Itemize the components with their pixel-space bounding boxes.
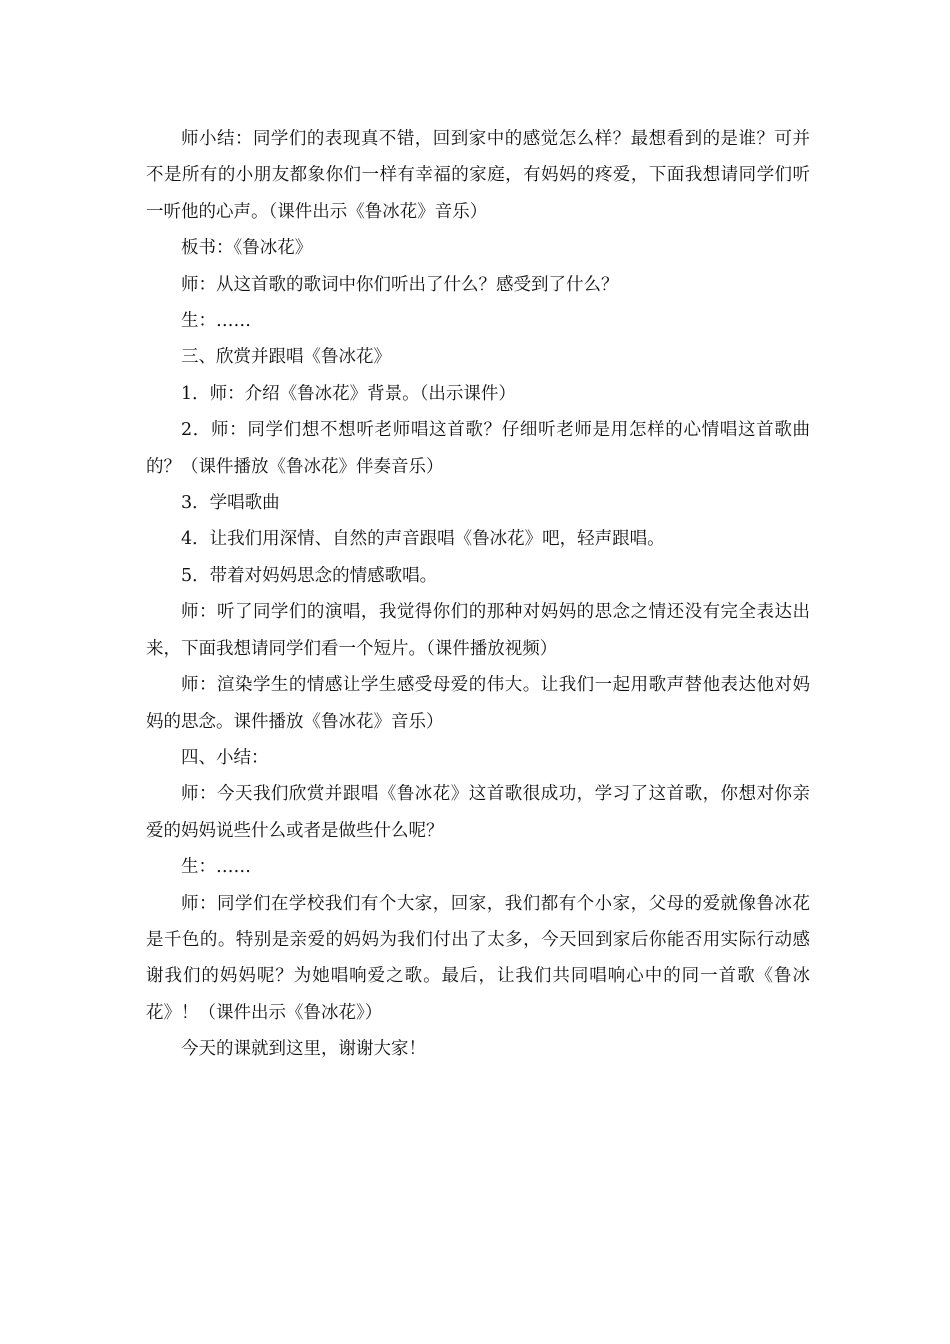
document-body	[146, 121, 810, 1068]
section-heading-4: 四、小结：	[181, 747, 269, 768]
paragraph-student-answer-2: 生：……	[181, 857, 251, 878]
paragraph-teacher-question: 师：从这首歌的歌词中你们听出了什么？感受到了什么？	[181, 274, 619, 295]
paragraph-teacher-video: 师：听了同学们的演唱，我觉得你们的那种对妈妈的思念之情还没有完全表达出来，下面我想请同学们看一个短片。（课件播放视频）	[146, 602, 810, 659]
paragraph-student-answer: 生：……	[181, 311, 251, 332]
paragraph-step-3: 3．学唱歌曲	[181, 493, 280, 514]
paragraph-step-1: 1．师：介绍《鲁冰花》背景。（出示课件）	[181, 383, 516, 404]
paragraph-teacher-emotion: 师：渲染学生的情感让学生感受母爱的伟大。让我们一起用歌声替他表达他对妈妈的思念。课件播放《鲁冰花》音乐）	[146, 675, 810, 732]
paragraph-summary: 师小结：同学们的表现真不错，回到家中的感觉怎么样？最想看到的是谁？可并不是所有的小朋友都象你们一样有幸福的家庭，有妈妈的疼爱，下面我想请同学们听一听他的心声。（课件出示《鲁冰花》音乐）	[146, 129, 810, 222]
paragraph-step-5: 5．带着对妈妈思念的情感歌唱。	[181, 565, 438, 586]
paragraph-teacher-closing: 师：同学们在学校我们有个大家，回家，我们都有个小家，父母的爱就像鲁冰花是千色的。特别是亲爱的妈妈为我们付出了太多，今天回到家后你能否用实际行动感谢我们的妈妈呢？为她唱响爱之歌。最后，让我们共同唱响心中的同一首歌《鲁冰花》！（课件出示《鲁冰花》）	[146, 893, 810, 1023]
section-heading-3: 三、欣赏并跟唱《鲁冰花》	[181, 347, 391, 368]
paragraph-step-4: 4．让我们用深情、自然的声音跟唱《鲁冰花》吧，轻声跟唱。	[181, 529, 665, 550]
paragraph-farewell: 今天的课就到这里，谢谢大家！	[181, 1039, 426, 1060]
paragraph-step-2: 2．师：同学们想不想听老师唱这首歌？仔细听老师是用怎样的心情唱这首歌曲的？（课件播放《鲁冰花》伴奏音乐）	[146, 420, 810, 477]
paragraph-teacher-reflection: 师：今天我们欣赏并跟唱《鲁冰花》这首歌很成功，学习了这首歌，你想对你亲爱的妈妈说些什么或者是做些什么呢？	[146, 784, 810, 841]
paragraph-blackboard: 板书：《鲁冰花》	[181, 238, 313, 259]
